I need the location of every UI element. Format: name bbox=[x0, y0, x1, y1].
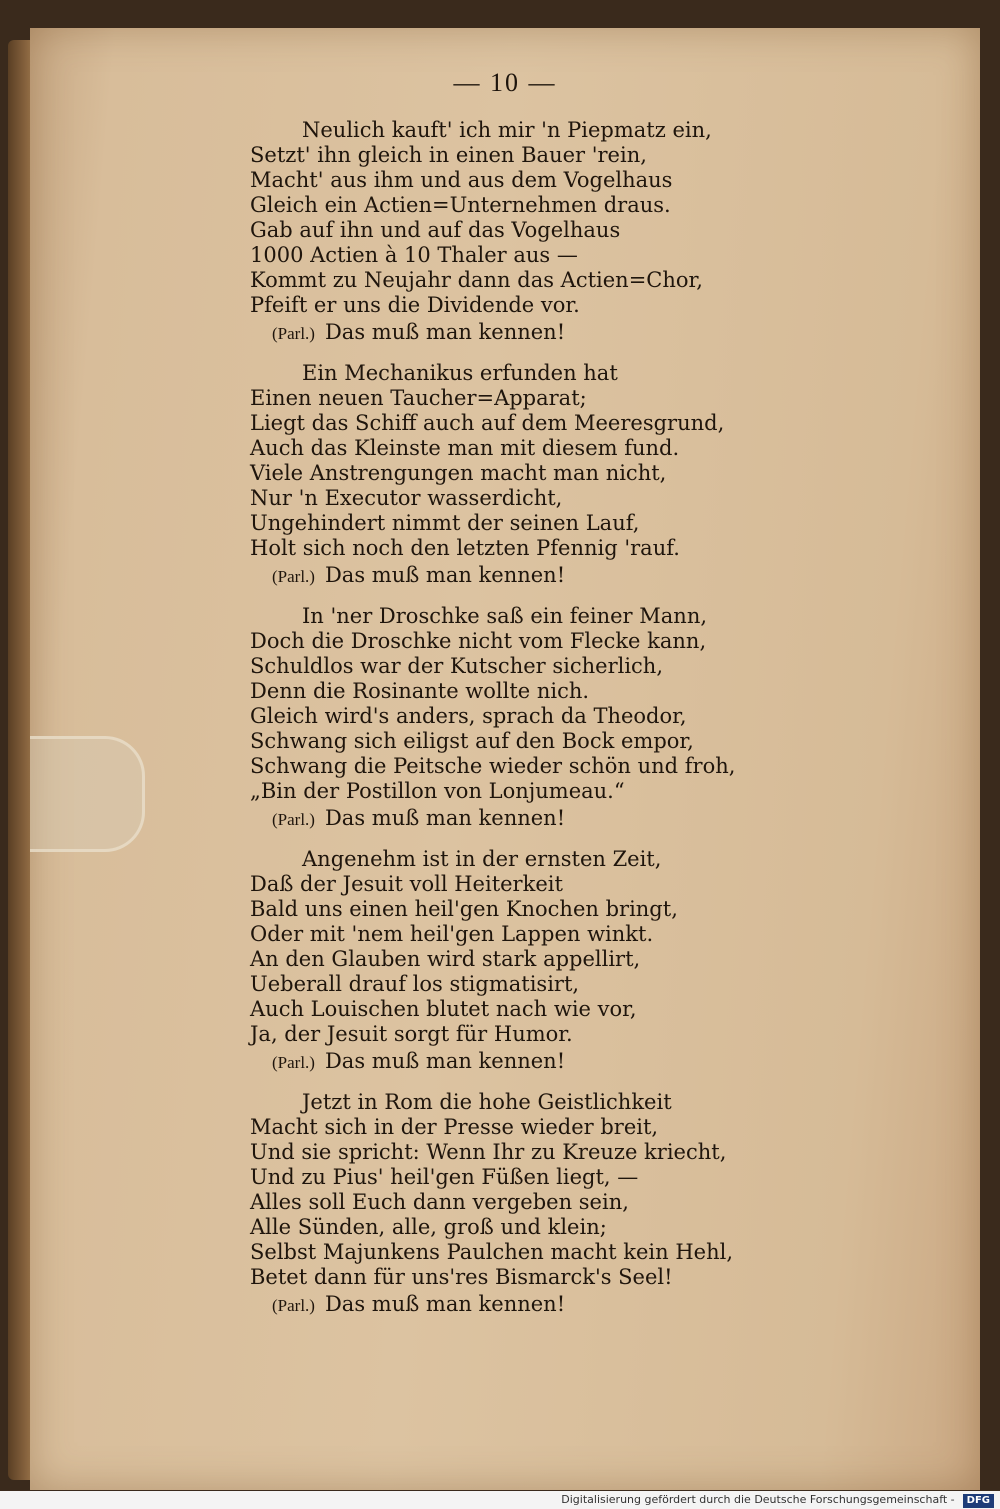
verse-line: 1000 Actien à 10 Thaler aus — bbox=[250, 243, 578, 267]
verse-line: Macht' aus ihm und aus dem Vogelhaus bbox=[250, 168, 673, 192]
page-number: — 10 — bbox=[453, 68, 557, 97]
plastic-clip bbox=[30, 736, 145, 852]
dfg-logo: DFG bbox=[963, 1494, 994, 1508]
verse-line: Jetzt in Rom die hohe Geistlichkeit bbox=[302, 1090, 672, 1114]
verse-line: Bald uns einen heil'gen Knochen bringt, bbox=[250, 897, 678, 921]
verse-line: Betet dann für uns'res Bismarck's Seel! bbox=[250, 1265, 673, 1289]
verse-line: Und zu Pius' heil'gen Füßen liegt, — bbox=[250, 1165, 639, 1189]
verse-line: Gleich wird's anders, sprach da Theodor, bbox=[250, 704, 687, 728]
refrain-text: Das muß man kennen! bbox=[324, 563, 566, 587]
stanza bbox=[250, 1090, 770, 1318]
refrain-text: Das muß man kennen! bbox=[324, 1049, 566, 1073]
verse-line: Auch Louischen blutet nach wie vor, bbox=[250, 997, 637, 1021]
verse-line: Neulich kauft' ich mir 'n Piepmatz ein, bbox=[302, 118, 712, 142]
verse-line: Schwang sich eiligst auf den Bock empor, bbox=[250, 729, 694, 753]
footer-text: Digitalisierung gefördert durch die Deutsche Forschungsgemeinschaft - bbox=[561, 1493, 955, 1506]
verse-line: Auch das Kleinste man mit diesem fund. bbox=[250, 436, 680, 460]
verse-line: Ungehindert nimmt der seinen Lauf, bbox=[250, 511, 640, 535]
verse-line: Macht sich in der Presse wieder breit, bbox=[250, 1115, 659, 1139]
verse-line: Ueberall drauf los stigmatisirt, bbox=[250, 972, 580, 996]
stanza bbox=[250, 361, 770, 589]
refrain-text: Das muß man kennen! bbox=[324, 806, 566, 830]
verse-line: Holt sich noch den letzten Pfennig 'rauf. bbox=[250, 536, 680, 560]
refrain-prefix: (Parl.) bbox=[272, 1053, 315, 1072]
verse-line: Einen neuen Taucher=Apparat; bbox=[250, 386, 587, 410]
refrain-prefix: (Parl.) bbox=[272, 1296, 315, 1315]
stanza bbox=[250, 847, 770, 1075]
verse-line: Alles soll Euch dann vergeben sein, bbox=[250, 1190, 629, 1214]
refrain-text: Das muß man kennen! bbox=[324, 320, 566, 344]
verse-line: Schuldlos war der Kutscher sicherlich, bbox=[250, 654, 663, 678]
verse-line: Und sie spricht: Wenn Ihr zu Kreuze kriecht, bbox=[250, 1140, 727, 1164]
refrain bbox=[250, 563, 770, 589]
refrain bbox=[250, 1292, 770, 1318]
verse-line: An den Glauben wird stark appellirt, bbox=[250, 947, 641, 971]
verse-line: Gleich ein Actien=Unternehmen draus. bbox=[250, 193, 671, 217]
digitization-footer bbox=[0, 1491, 1000, 1509]
stanza bbox=[250, 604, 770, 832]
verse-line: Kommt zu Neujahr dann das Actien=Chor, bbox=[250, 268, 703, 292]
poem-text bbox=[250, 118, 770, 1333]
verse-line: Viele Anstrengungen macht man nicht, bbox=[250, 461, 667, 485]
refrain bbox=[250, 320, 770, 346]
verse-line: Ein Mechanikus erfunden hat bbox=[302, 361, 618, 385]
refrain bbox=[250, 1049, 770, 1075]
verse-line: Doch die Droschke nicht vom Flecke kann, bbox=[250, 629, 707, 653]
verse-line: Nur 'n Executor wasserdicht, bbox=[250, 486, 563, 510]
verse-line: Angenehm ist in der ernsten Zeit, bbox=[302, 847, 662, 871]
verse-line: Schwang die Peitsche wieder schön und froh, bbox=[250, 754, 736, 778]
verse-line: In 'ner Droschke saß ein feiner Mann, bbox=[302, 604, 708, 628]
stanza bbox=[250, 118, 770, 346]
verse-line: Denn die Rosinante wollte nich. bbox=[250, 679, 590, 703]
verse-line: Oder mit 'nem heil'gen Lappen winkt. bbox=[250, 922, 654, 946]
verse-line: Gab auf ihn und auf das Vogelhaus bbox=[250, 218, 621, 242]
verse-line: „Bin der Postillon von Lonjumeau.“ bbox=[250, 779, 625, 803]
refrain-prefix: (Parl.) bbox=[272, 567, 315, 586]
verse-line: Pfeift er uns die Dividende vor. bbox=[250, 293, 580, 317]
verse-line: Ja, der Jesuit sorgt für Humor. bbox=[250, 1022, 573, 1046]
verse-line: Alle Sünden, alle, groß und klein; bbox=[250, 1215, 607, 1239]
refrain-prefix: (Parl.) bbox=[272, 810, 315, 829]
verse-line: Liegt das Schiff auch auf dem Meeresgrund, bbox=[250, 411, 725, 435]
refrain-text: Das muß man kennen! bbox=[324, 1292, 566, 1316]
verse-line: Selbst Majunkens Paulchen macht kein Hehl, bbox=[250, 1240, 733, 1264]
refrain-prefix: (Parl.) bbox=[272, 324, 315, 343]
verse-line: Daß der Jesuit voll Heiterkeit bbox=[250, 872, 563, 896]
refrain bbox=[250, 806, 770, 832]
verse-line: Setzt' ihn gleich in einen Bauer 'rein, bbox=[250, 143, 647, 167]
